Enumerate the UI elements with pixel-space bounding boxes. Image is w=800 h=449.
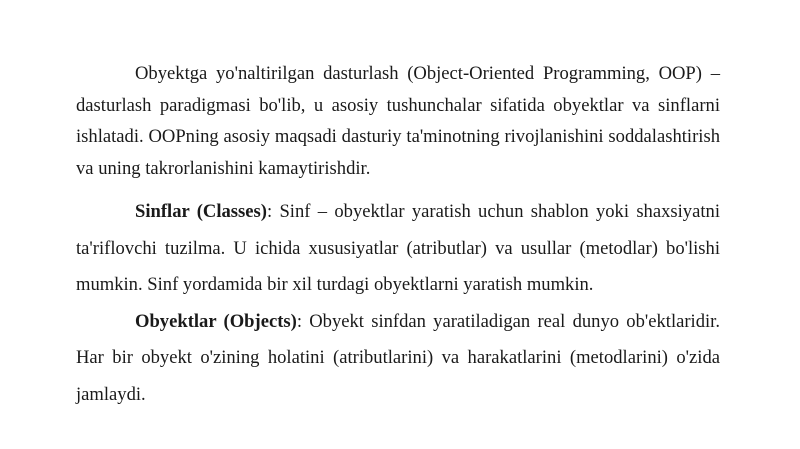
- document-body: [76, 58, 720, 413]
- classes-paragraph: [76, 194, 720, 304]
- objects-paragraph: [76, 304, 720, 414]
- intro-paragraph: [76, 58, 720, 184]
- classes-text: : Sinf – obyektlar yaratish uchun shablon yoki shaxsiyatni ta'riflovchi tuzilma. U ichida xususiyatlar (atributlar) va usullar (metodlar) bo'lishi mumkin. Sinf yordamida bir xil turdagi obyektlarni yaratish mumkin.: [76, 201, 720, 295]
- objects-text: : Obyekt sinfdan yaratiladigan real dunyo ob'ektlaridir. Har bir obyekt o'zining holatini (atributlarini) va harakatlarini (metodlarini) o'zida jamlaydi.: [76, 310, 720, 405]
- classes-term: Sinflar (Classes): [135, 201, 267, 222]
- intro-text: Obyektga yo'naltirilgan dasturlash (Object-Oriented Programming, OOP) – dasturlash paradigmasi bo'lib, u asosiy tushunchalar sifatida obyektlar va sinflarni ishlatadi. OOPning asosiy maqsadi dasturiy ta'minotning rivojlanishini soddalashtirish va uning takrorlanishini kamaytirishdir.: [76, 63, 720, 179]
- objects-term: Obyektlar (Objects): [135, 310, 297, 332]
